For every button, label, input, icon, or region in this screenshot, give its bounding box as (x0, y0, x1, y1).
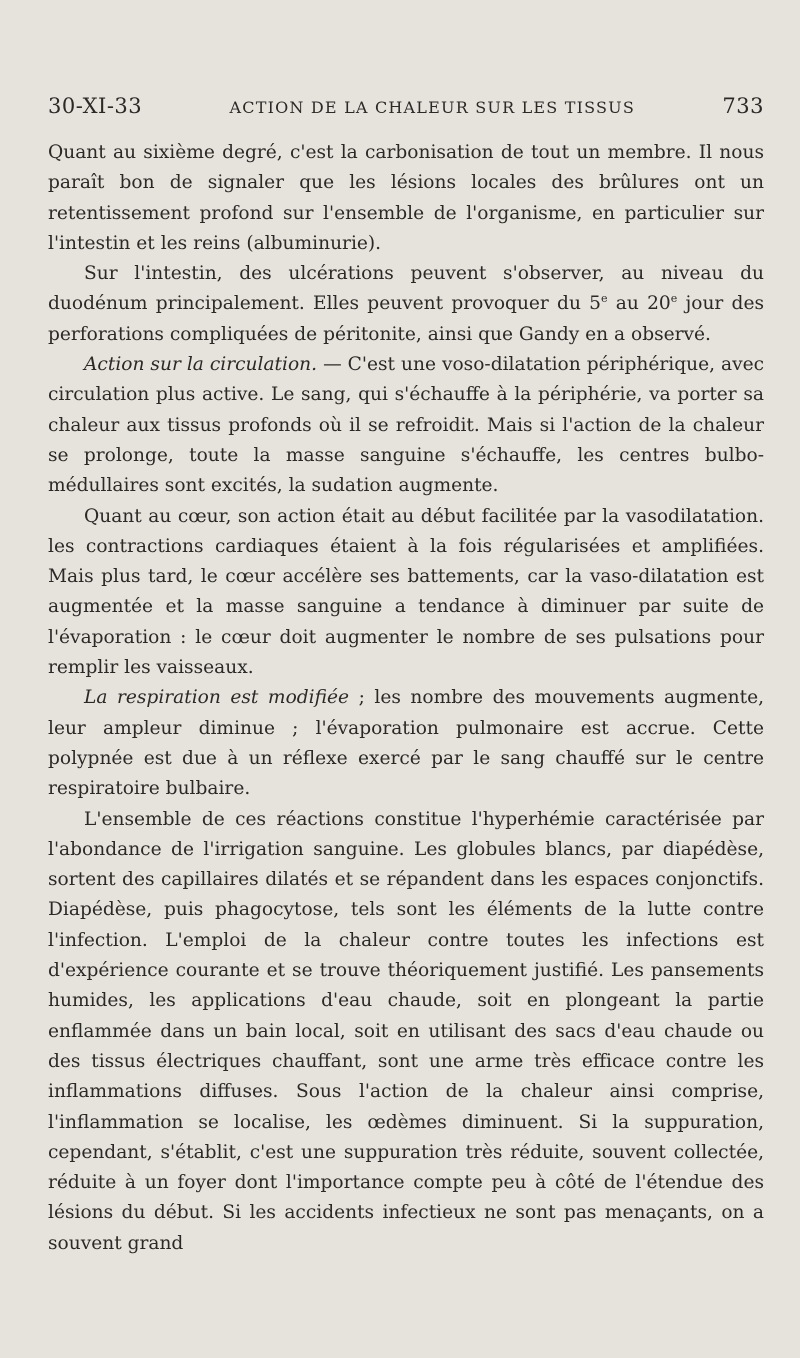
paragraph-text: — C'est une voso-dilatation périphérique, avec circulation plus active. Le sang, qui s'échauffe à la périphérie, va porter sa chaleur aux tissus profonds où il se refroidit. Mais si l'action de la chaleur se prolonge, toute la masse sanguine s'échauffe, les centres bulbo-médullaires sont excités, la sudation augmente. (48, 354, 764, 497)
paragraph-text: L'ensemble de ces réactions constitue l'hyperhémie caractérisée par l'abondance de l'irrigation sanguine. Les globules blancs, par diapédèse, sortent des capillaires dilatés et se répandent dans les espaces conjonctifs. Diapédèse, puis phagocytose, tels sont les éléments de la lutte contre l'infection. L'emploi de la chaleur contre toutes les infections est d'expérience courante et se trouve théoriquement justifié. Les pansements humides, les applications d'eau chaude, soit en plongeant la partie enflammée dans un bain local, soit en utilisant des sacs d'eau chaude ou des tissus électriques chauffant, sont une arme très efficace contre les inflammations diffuses. Sous l'action de la chaleur ainsi comprise, l'inflammation se localise, les œdèmes diminuent. Si la suppuration, cependant, s'établit, c'est une suppuration très réduite, souvent collectée, réduite à un foyer dont l'importance compte peu à côté de l'étendue des lésions du début. Si les accidents infectieux ne sont pas menaçants, on a souvent grand (48, 808, 764, 1254)
paragraph-intestine (48, 259, 764, 350)
header-date: 30-XI-33 (48, 94, 143, 118)
paragraph-text: jour des perforations compliquées de péritonite, ainsi que Gandy en a observé. (48, 293, 764, 345)
paragraph-text: Sur l'intestin, des ulcérations peuvent s'observer, au niveau du duodénum principalement. Elles peuvent provoquer du 5 (48, 263, 764, 315)
paragraph-text: Quant au sixième degré, c'est la carbonisation de tout un membre. Il nous paraît bon de signaler que les lésions locales des brûlures ont un retentissement profond sur l'ensemble de l'organisme, en particulier sur l'intestin et les reins (albuminurie). (48, 142, 764, 254)
paragraph-text: Quant au cœur, son action était au début facilitée par la vasodilatation. les contractions cardiaques étaient à la fois régularisées et amplifiées. Mais plus tard, le cœur accélère ses battements, car la vaso-dilatation est augmentée et la masse sanguine a tendance à diminuer par suite de l'évaporation : le cœur doit augmenter le nombre de ses pulsations pour remplir les vaisseaux. (48, 505, 764, 679)
paragraph-text: ; les nombre des mouvements augmente, leur ampleur diminue ; l'évaporation pulmonaire est accrue. Cette polypnée est due à un réflexe exercé par le sang chauffé sur le centre respiratoire bulbaire. (48, 687, 764, 800)
paragraph-circulation (48, 350, 764, 501)
running-head (48, 94, 764, 124)
section-heading-italic: Action sur la circulation. (84, 354, 318, 376)
paragraph-text: au 20 (607, 293, 671, 315)
body-text (48, 138, 764, 1259)
paragraph-heart (48, 502, 764, 684)
superscript: e (601, 292, 608, 306)
page-number: 733 (722, 94, 764, 118)
superscript: e (670, 292, 678, 306)
paragraph-sixth-degree (48, 138, 764, 259)
paragraph-respiration (48, 683, 764, 804)
section-heading-italic: La respiration est modifiée (84, 687, 350, 709)
paragraph-hyperhemia (48, 805, 764, 1259)
header-title: ACTION DE LA CHALEUR SUR LES TISSUS (229, 98, 636, 117)
